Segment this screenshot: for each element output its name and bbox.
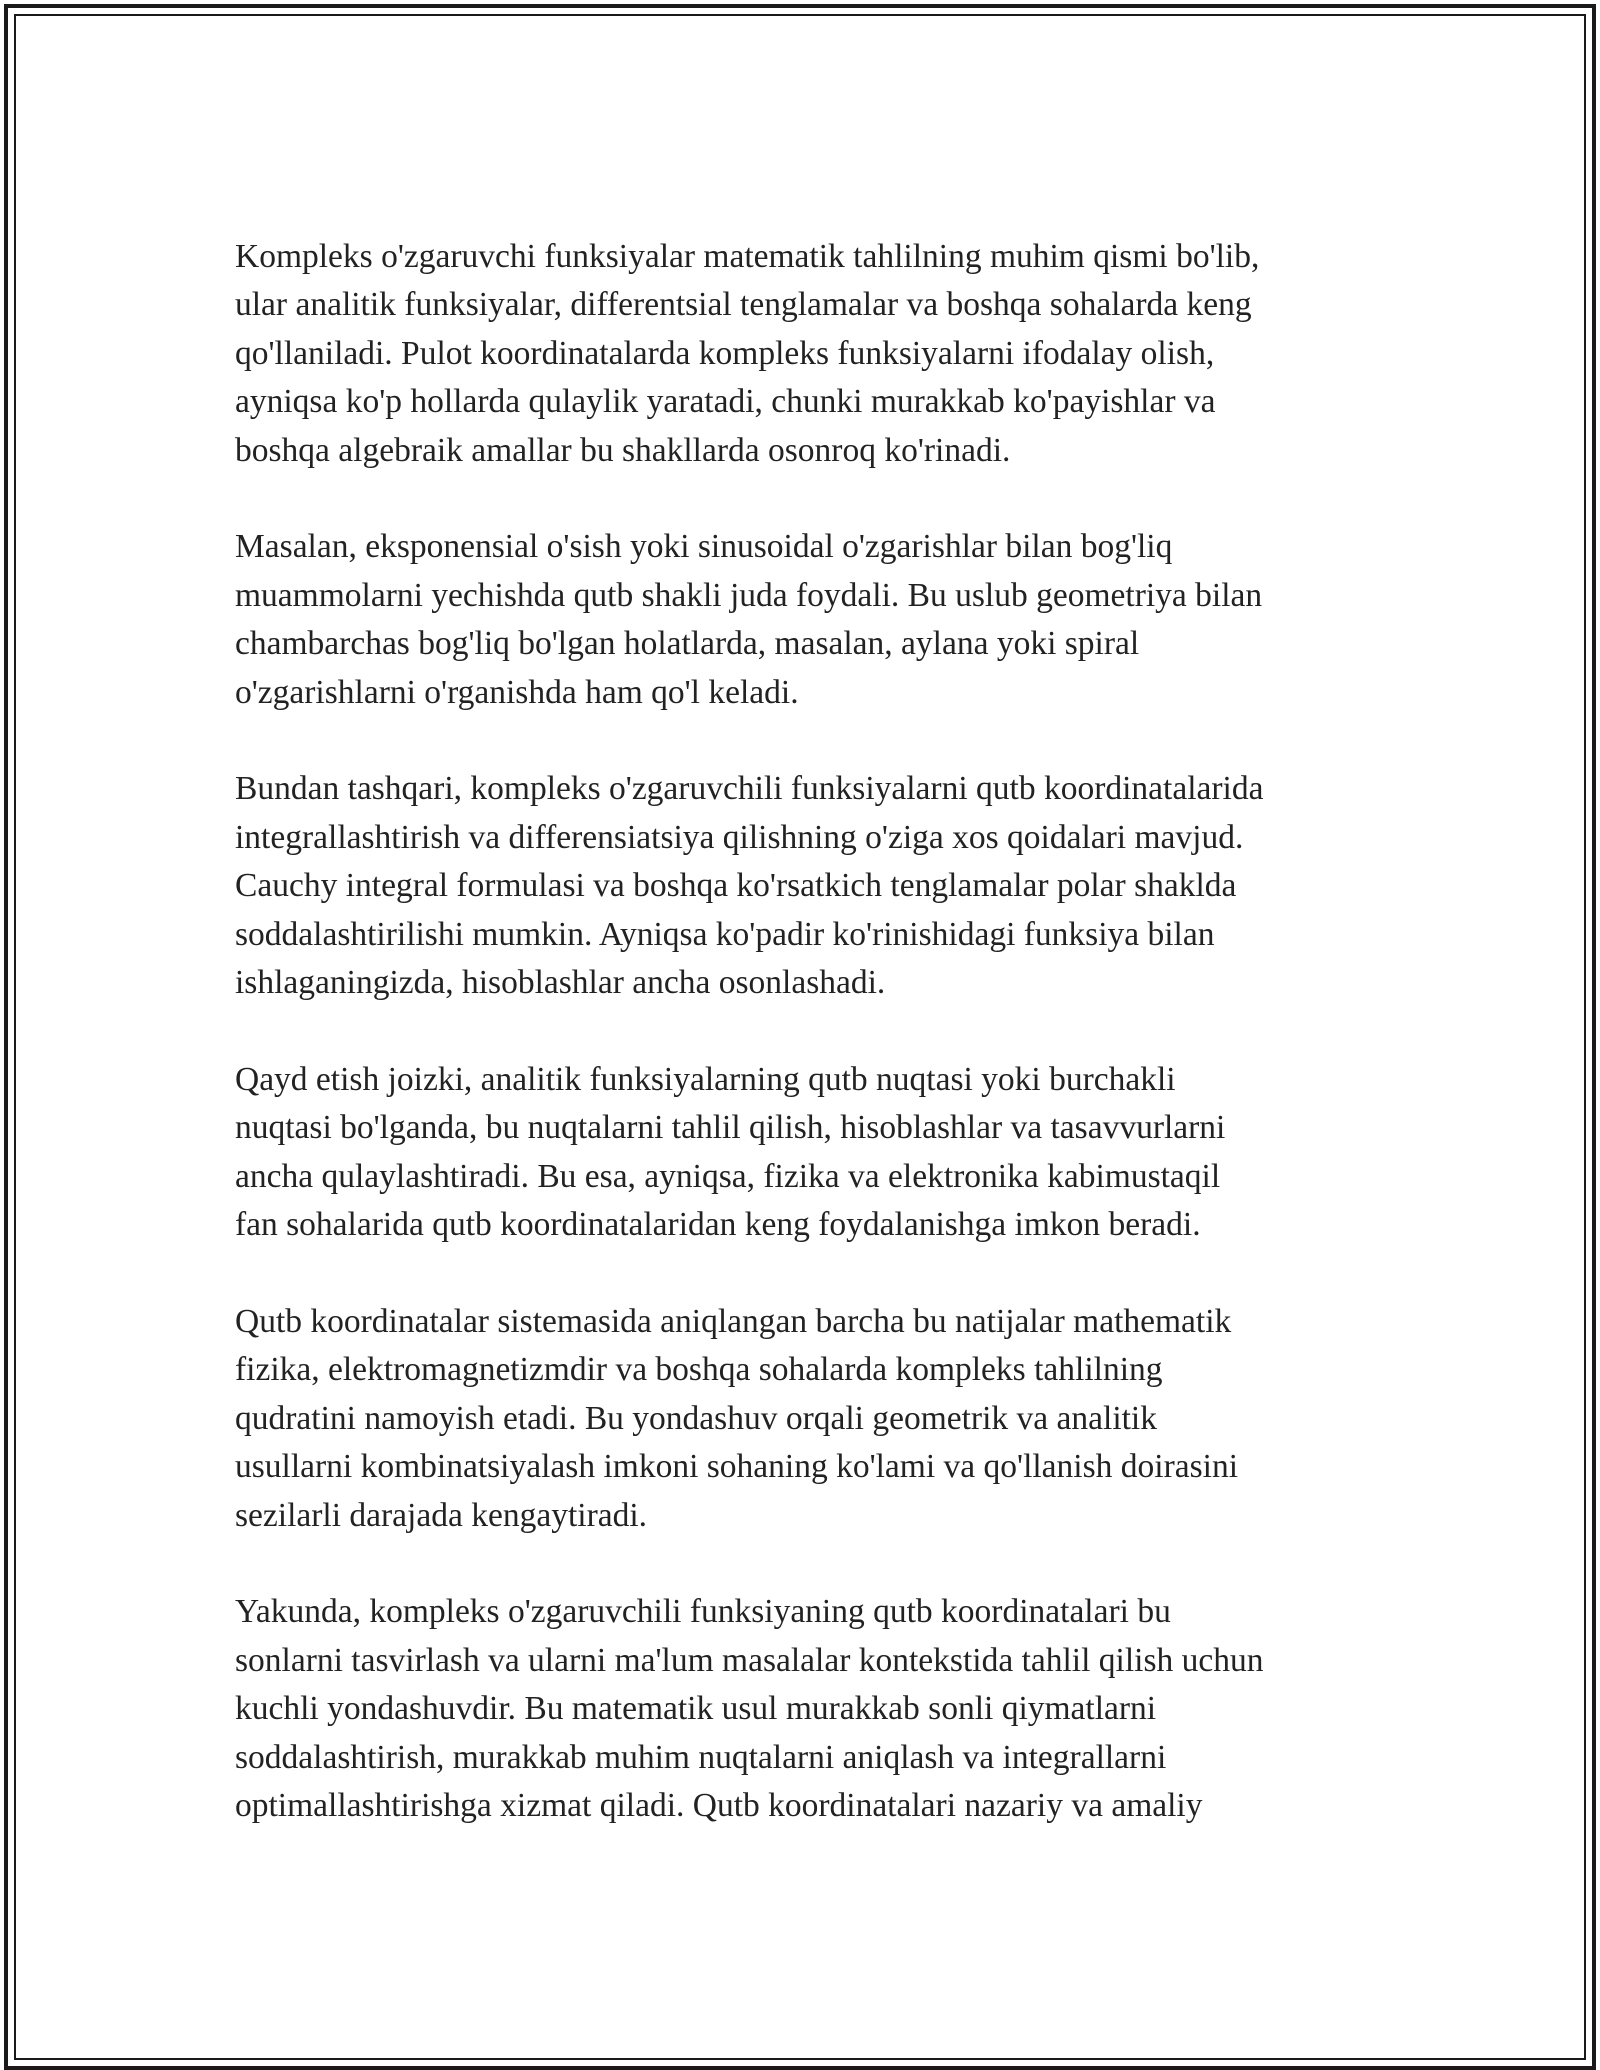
paragraph-5: Qutb koordinatalar sistemasida aniqlangan barcha bu natijalar mathematik fizika, elektromagnetizmdir va boshqa sohalarda kompleks tahlilning qudratini namoyish etadi. Bu yondashuv orqali geometrik va analitik usullarni kombinatsiyalash imkoni sohaning ko'lami va qo'llanish doirasini sezilarli darajada kengaytiradi. bbox=[235, 1302, 1239, 1534]
paragraph-2: Masalan, eksponensial o'sish yoki sinusoidal o'zgarishlar bilan bog'liq muammolarni yechishda qutb shakli juda foydali. Bu uslub geometriya bilan chambarchas bog'liq bo'lgan holatlarda, masalan, aylana yoki spiral o'zgarishlarni o'rganishda ham qo'l keladi. bbox=[235, 528, 1263, 711]
document-body bbox=[235, 233, 1370, 1830]
paragraph-4: Qayd etish joizki, analitik funksiyalarning qutb nuqtasi yoki burchakli nuqtasi bo'lganda, bu nuqtalarni tahlil qilish, hisoblashlar va tasavvurlarni ancha qulaylashtiradi. Bu esa, ayniqsa, fizika va elektronika kabimustaqil fan sohalarida qutb koordinatalaridan keng foydalanishga imkon beradi. bbox=[235, 1060, 1226, 1244]
paragraph-3: Bundan tashqari, kompleks o'zgaruvchili funksiyalarni qutb koordinatalarida integrallashtirish va differensiatsiya qilishning o'ziga xos qoidalari mavjud. Cauchy integral formulasi va boshqa ko'rsatkich tenglamalar polar shaklda soddalashtirilishi mumkin. Ayniqsa ko'padir ko'rinishidagi funksiya bilan ishlaganingizda, hisoblashlar ancha osonlashadi. bbox=[235, 770, 1264, 1002]
paragraph-1: Kompleks o'zgaruvchi funksiyalar matematik tahlilning muhim qismi bo'lib, ular analitik funksiyalar, differentsial tenglamalar va boshqa sohalarda keng qo'llaniladi. Pulot koordinatalarda kompleks funksiyalarni ifodalay olish, ayniqsa ko'p hollarda qulaylik yaratadi, chunki murakkab ko'payishlar va boshqa algebraik amallar bu shakllarda osonroq ko'rinadi. bbox=[235, 238, 1260, 469]
paragraph-6: Yakunda, kompleks o'zgaruvchili funksiyaning qutb koordinatalari bu sonlarni tasvirlash va ularni ma'lum masalalar kontekstida tahlil qilish uchun kuchli yondashuvdir. Bu matematik usul murakkab sonli qiymatlarni soddalashtirish, murakkab muhim nuqtalarni aniqlash va integrallarni optimallashtirishga xizmat qiladi. Qutb koordinatalari nazariy va amaliy bbox=[235, 1593, 1264, 1824]
